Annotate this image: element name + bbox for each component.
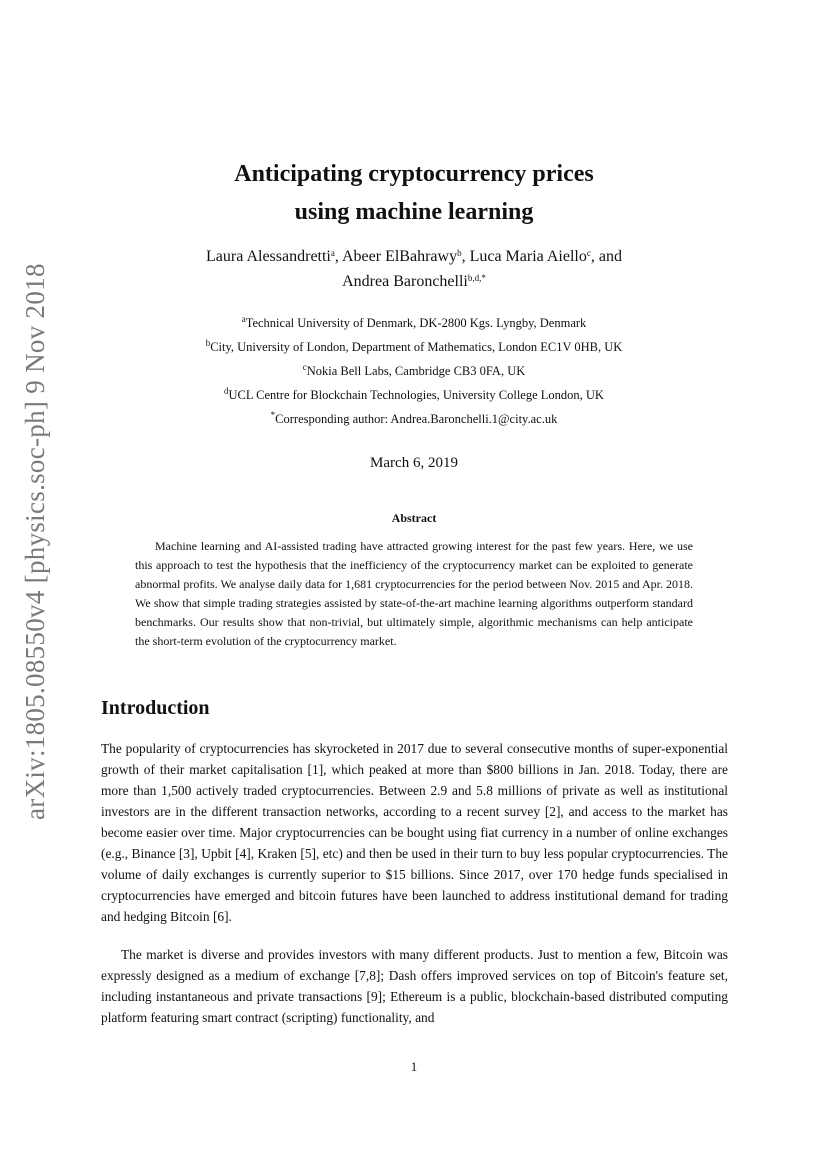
author-name: Laura Alessandretti: [206, 248, 331, 265]
author-name: Luca Maria Aiello: [469, 248, 587, 265]
author-affil-mark: c: [586, 248, 591, 258]
author-affil-mark: a: [330, 248, 335, 258]
affiliation-item: [0, 407, 828, 431]
affiliation-text: Nokia Bell Labs, Cambridge CB3 0FA, UK: [306, 364, 526, 378]
affiliation-mark: a: [241, 314, 246, 324]
affiliation-mark: d: [224, 386, 229, 396]
author-line-2: [0, 269, 828, 294]
affiliation-mark: *: [270, 410, 276, 420]
affiliation-text: Corresponding author: Andrea.Baronchelli.1@city.ac.uk: [275, 412, 558, 426]
affiliation-mark: c: [302, 362, 307, 372]
author-list: [0, 244, 828, 294]
title-line-2: using machine learning: [294, 199, 534, 225]
affiliation-item: [0, 311, 828, 335]
abstract-heading: Abstract: [391, 511, 437, 525]
affiliation-text: City, University of London, Department of Mathematics, London EC1V 0HB, UK: [210, 340, 623, 354]
arxiv-identifier: arXiv:1805.08550v4 [physics.soc-ph] 9 Nov 2018: [20, 263, 50, 820]
author-name: Abeer ElBahrawy: [342, 248, 458, 265]
author-name: Andrea Baronchelli: [342, 273, 468, 290]
author-affil-mark: b,d,*: [467, 273, 486, 283]
author-conjunction: , and: [590, 248, 622, 265]
affiliation-mark: b: [205, 338, 211, 348]
affiliation-text: Technical University of Denmark, DK-2800 Kgs. Lyngby, Denmark: [245, 316, 587, 330]
title-line-1: Anticipating cryptocurrency prices: [234, 161, 594, 187]
affiliation-list: [0, 311, 828, 431]
author-line-1: Laura Alessandretti$^a$, Abeer ElBahrawy$^b$, Luca Maria Aiello$^c$, and: [206, 248, 622, 265]
author-affil-mark: b: [457, 248, 462, 258]
section-heading: Introduction: [101, 697, 210, 719]
affiliation-item: [0, 383, 828, 407]
affiliation-item: [0, 359, 828, 383]
abstract-text: Machine learning and AI-assisted trading have attracted growing interest for the past few years. Here, we use this approach to test the hypothesis that the inefficiency of the cryptocurrency market can be exploited to generate abnormal profits. We analyse daily data for 1,681 cryptocurrencies for the period between Nov. 2015 and Apr. 2018. We show that simple trading strategies assisted by state-of-the-art machine learning algorithms outperform standard benchmarks. Our results show that non-trivial, but ultimately simple, algorithmic mechanisms can help anticipate the short-term evolution of the cryptocurrency market.: [135, 539, 693, 648]
affiliation-text: UCL Centre for Blockchain Technologies, University College London, UK: [228, 388, 604, 402]
paper-date: March 6, 2019: [370, 455, 458, 471]
body-paragraph: The popularity of cryptocurrencies has skyrocketed in 2017 due to several consecutive months of super-exponential growth of their market capitalisation [1], which peaked at more than $800 billions in Jan. 2018. Today, there are more than 1,500 actively traded cryptocurrencies. Between 2.9 and 5.8 millions of private as well as institutional investors are in the different transaction networks, according to a recent survey [2], and access to the market has become easier over time. Major cryptocurrencies can be bought using fiat currency in a number of online exchanges (e.g., Binance [3], Upbit [4], Kraken [5], etc) and then be used in their turn to buy less popular cryptocurrencies. The volume of daily exchanges is currently superior to $15 billions. Since 2017, over 170 hedge funds specialised in cryptocurrencies have emerged and bitcoin futures have been launched to address institutional demand for trading and hedging Bitcoin [6].: [101, 741, 728, 924]
body-paragraph: The market is diverse and provides investors with many different products. Just to mention a few, Bitcoin was expressly designed as a medium of exchange [7,8]; Dash offers improved services on top of Bitcoin's feature set, including instantaneous and private transactions [9]; Ethereum is a public, blockchain-based distributed computing platform featuring smart contract (scripting) functionality, and: [101, 947, 728, 1025]
page-number: 1: [410, 1059, 418, 1074]
affiliation-item: [0, 335, 828, 359]
paper-title: [0, 155, 828, 231]
